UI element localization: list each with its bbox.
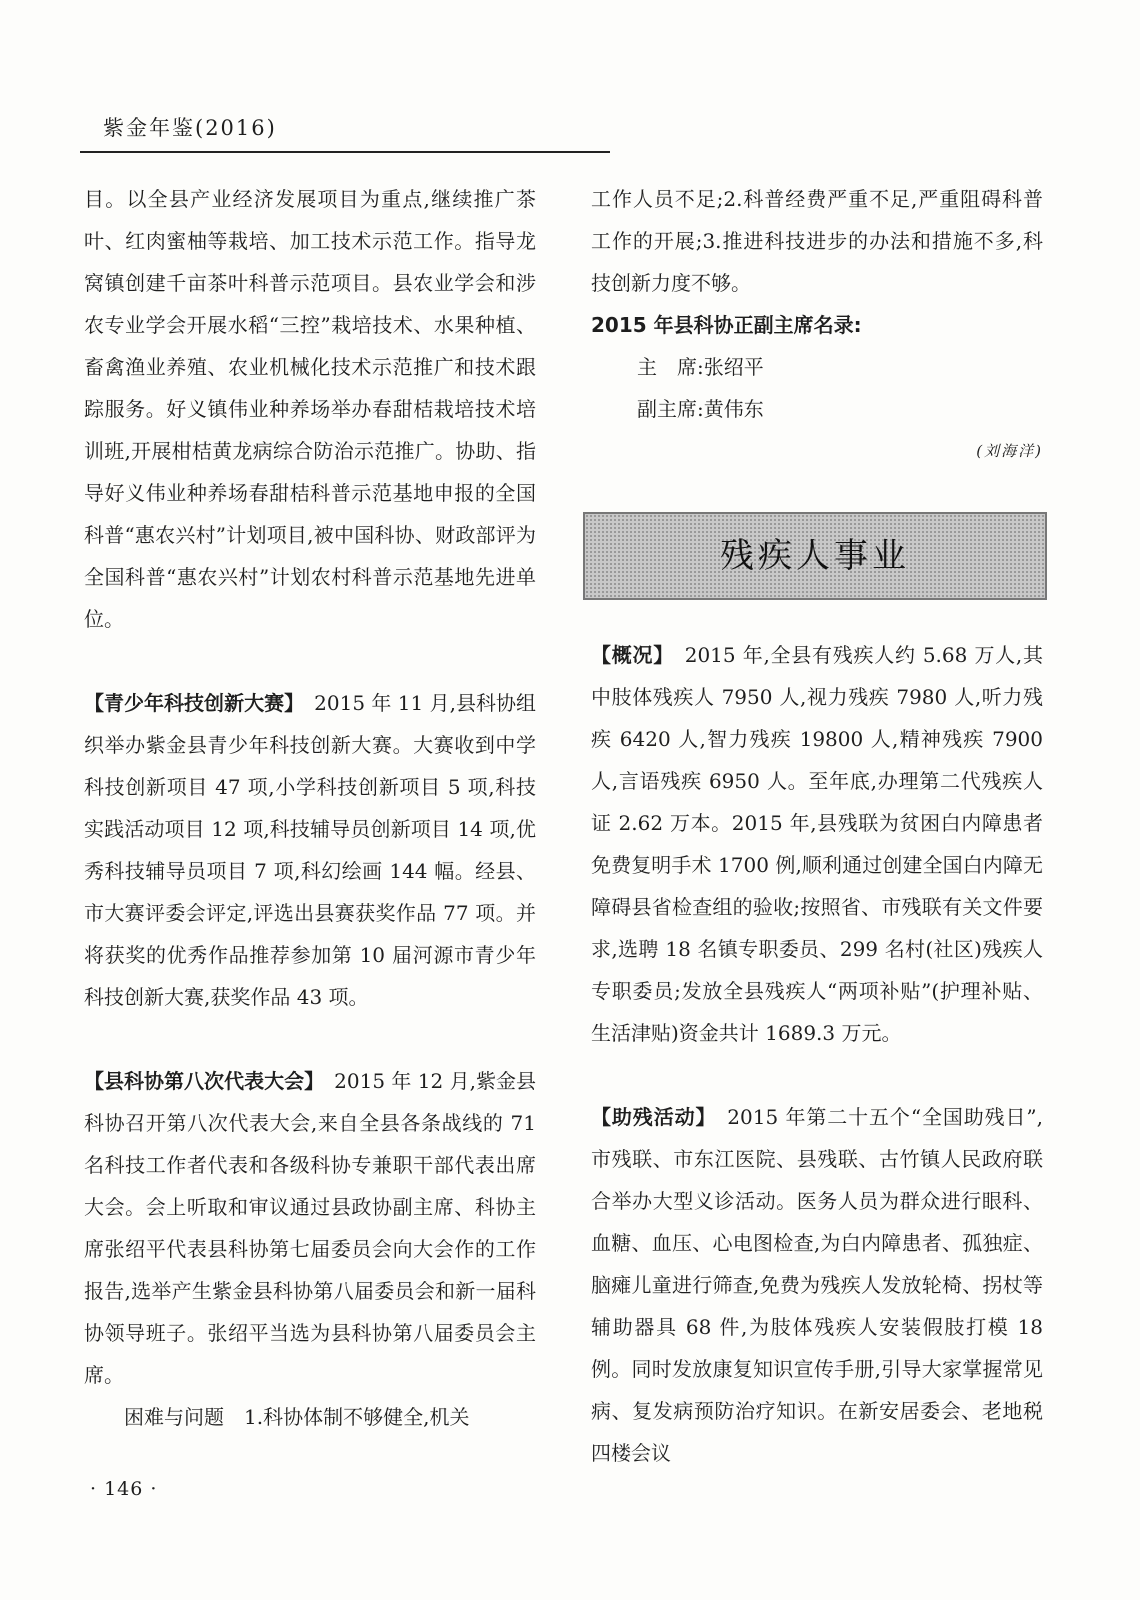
youth-contest-paragraph: [84, 682, 536, 1018]
overview-text: 2015 年,全县有残疾人约 5.68 万人,其中肢体残疾人 7950 人,视力残疾 7980 人,听力残疾 6420 人,智力残疾 19800 人,精神残疾 7900 人,言语残疾 6950 人。至年底,办理第二代残疾人证 2.62 万本。2015 年,县残联为贫困白内障患者免费复明手术 1700 例,顺利通过创建全国白内障无障碍县省检查组的验收;按照省、市残联有关文件要求,选聘 18 名镇专职委员、299 名村(社区)残疾人专职委员;发放全县残疾人“两项补贴”(护理补贴、生活津贴)资金共计 1689.3 万元。: [591, 643, 1044, 1045]
congress-text: 2015 年 12 月,紫金县科协召开第八次代表大会,来自全县各条战线的 71 名科技工作者代表和各级科协专兼职干部代表出席大会。会上听取和审议通过县政协副主席、科协主席张绍平代表县科协第七届委员会向大会作的工作报告,选举产生紫金县科协第八届委员会和新一届科协领导班子。张绍平当选为县科协第八届委员会主席。: [84, 1069, 537, 1387]
section-title-box: [583, 512, 1047, 600]
chair-row: [591, 346, 1043, 388]
congress-heading: 【县科协第八次代表大会】: [84, 1069, 315, 1093]
chair-label: 主 席:: [637, 355, 704, 379]
left-column: [84, 178, 536, 1438]
vice-chair-label: 副主席:: [637, 397, 704, 421]
chair-name: 张绍平: [703, 355, 764, 379]
problems-continued-paragraph: 工作人员不足;2.科普经费严重不足,严重阻碍科普工作的开展;3.推进科技进步的办法和措施不多,科技创新力度不够。: [591, 187, 1043, 295]
aid-activity-paragraph: [591, 1096, 1043, 1474]
problems-paragraph: [84, 1396, 536, 1438]
roster-title: 2015 年县科协正副主席名录:: [591, 313, 862, 337]
problems-text: 1.科协体制不够健全,机关: [244, 1405, 470, 1429]
overview-heading: 【概况】: [591, 643, 664, 667]
right-column: [591, 178, 1043, 1474]
agriculture-paragraph: 目。以全县产业经济发展项目为重点,继续推广茶叶、红肉蜜柚等栽培、加工技术示范工作。指导龙窝镇创建千亩茶叶科普示范项目。县农业学会和涉农专业学会开展水稻“三控”栽培技术、水果种植、畜禽渔业养殖、农业机械化技术示范推广和技术跟踪服务。好义镇伟业种养场举办春甜桔栽培技术培训班,开展柑桔黄龙病综合防治示范推广。协助、指导好义伟业种养场春甜桔科普示范基地申报的全国科普“惠农兴村”计划项目,被中国科协、财政部评为全国科普“惠农兴村”计划农村科普示范基地先进单位。: [84, 187, 536, 631]
problems-label: 困难与问题: [124, 1405, 224, 1429]
vice-chair-name: 黄伟东: [703, 397, 764, 421]
running-title: 紫金年鉴(2016): [103, 116, 277, 140]
aid-activity-heading: 【助残活动】: [591, 1105, 707, 1129]
section-title: 残疾人事业: [720, 536, 910, 576]
youth-contest-text: 2015 年 11 月,县科协组织举办紫金县青少年科技创新大赛。大赛收到中学科技创新项目 47 项,小学科技创新项目 5 项,科技实践活动项目 12 项,科技辅导员创新项目 14 项,优秀科技辅导员项目 7 项,科幻绘画 144 幅。经县、市大赛评委会评定,评选出县赛获奖作品 77 项。并将获奖的优秀作品推荐参加第 10 届河源市青少年科技创新大赛,获奖作品 43 项。: [84, 691, 537, 1009]
page-number: · 146 ·: [90, 1478, 158, 1500]
vice-chair-row: [591, 388, 1043, 430]
aid-activity-text: 2015 年第二十五个“全国助残日”,市残联、市东江医院、县残联、古竹镇人民政府联合举办大型义诊活动。医务人员为群众进行眼科、血糖、血压、心电图检查,为白内障患者、孤独症、脑瘫儿童进行筛查,免费为残疾人发放轮椅、拐杖等辅助器具 68 件,为肢体残疾人安装假肢打模 18 例。同时发放康复知识宣传手册,引导大家掌握常见病、复发病预防治疗知识。在新安居委会、老地税四楼会议: [591, 1105, 1044, 1465]
youth-contest-heading: 【青少年科技创新大赛】: [84, 691, 295, 715]
overview-paragraph: [591, 634, 1043, 1054]
congress-paragraph: [84, 1060, 536, 1396]
author-credit: (刘海洋): [976, 442, 1043, 460]
header-rule: [80, 151, 610, 153]
